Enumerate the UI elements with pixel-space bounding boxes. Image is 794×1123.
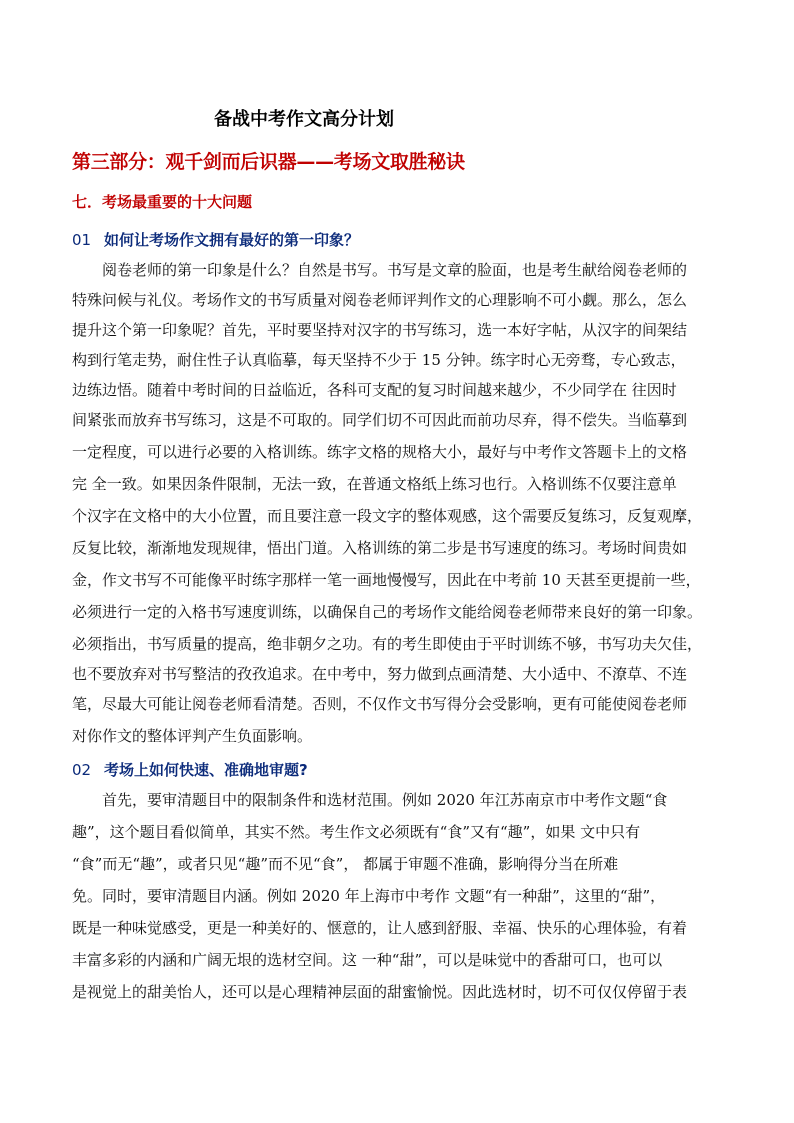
question-title: 考场上如何快速、准确地审题?	[104, 761, 308, 779]
paragraph-line: 首先，要审清题目中的限制条件和选材范围。例如 2020 年江苏南京市中考作文题“食	[102, 791, 668, 809]
paragraph-line: 趣”，这个题目看似简单，其实不然。考生作文必须既有“食”又有“趣”，如果 文中只有	[72, 823, 641, 841]
paragraph-line: 必须指出，书写质量的提高，绝非朝夕之功。有的考生即使由于平时训练不够，书写功夫欠佳，	[72, 635, 703, 653]
paragraph-line: 金，作文书写不可能像平时练字那样一笔一画地慢慢写，因此在中考前 10 天甚至更提前一些，	[72, 571, 701, 589]
paragraph-line: 反复比较，渐渐地发现规律，悟出门道。入格训练的第二步是书写速度的练习。考场时间贵如	[72, 539, 688, 557]
paragraph-line: 丰富多彩的内涵和广阔无垠的选材空间。这 一种“甜”，可以是味觉中的香甜可口，也可以	[72, 951, 663, 969]
part-heading: 第三部分：观千剑而后识器——考场文取胜秘诀	[72, 151, 465, 173]
document-title: 备战中考作文高分计划	[214, 109, 394, 130]
paragraph-line: 边练边悟。随着中考时间的日益临近，各科可支配的复习时间越来越少，不少同学在 往因时	[72, 381, 677, 399]
paragraph-line: 也不要放弃对书写整洁的孜孜追求。在中考中，努力做到点画清楚、大小适中、不潦草、不连	[72, 665, 688, 683]
question-heading-01	[72, 229, 359, 250]
paragraph-line: 既是一种味觉感受，更是一种美好的、惬意的，让人感到舒服、幸福、快乐的心理体验，有着	[72, 919, 688, 937]
paragraph-line: 间紧张而放弃书写练习，这是不可取的。同学们切不可因此而前功尽弃，得不偿失。当临摹到	[72, 411, 688, 429]
paragraph-line: 完 全一致。如果因条件限制，无法一致，在普通文格纸上练习也行。入格训练不仅要注意单	[72, 475, 677, 493]
paragraph-line: 阅卷老师的第一印象是什么？自然是书写。书写是文章的脸面，也是考生献给阅卷老师的	[102, 261, 688, 279]
paragraph-line: 提升这个第一印象呢？首先，平时要坚持对汉字的书写练习，选一本好字帖，从汉字的间架结	[72, 321, 688, 339]
paragraph-line: “食”而无“趣”，或者只见“趣”而不见“食”， 都属于审题不准确，影响得分当在所难	[72, 855, 619, 873]
paragraph-line: 一定程度，可以进行必要的入格训练。练字文格的规格大小，最好与中考作文答题卡上的文格	[72, 443, 688, 461]
question-number: 01	[72, 231, 92, 249]
paragraph-line: 必须进行一定的入格书写速度训练，以确保自己的考场作文能给阅卷老师带来良好的第一印象。	[72, 603, 703, 621]
question-number: 02	[72, 761, 92, 779]
paragraph-line: 对你作文的整体评判产生负面影响。	[72, 727, 313, 745]
question-title: 如何让考场作文拥有最好的第一印象？	[104, 231, 360, 249]
paragraph-line: 免。同时，要审清题目内涵。例如 2020 年上海市中考作 文题“有一种甜”，这里的“甜”，	[72, 887, 666, 905]
question-heading-02	[72, 759, 308, 780]
paragraph-line: 笔，尽最大可能让阅卷老师看清楚。否则，不仅作文书写得分会受影响，更有可能使阅卷老师	[72, 695, 688, 713]
paragraph-line: 个汉字在文格中的大小位置，而且要注意一段文字的整体观感，这个需要反复练习，反复观摩，	[72, 507, 703, 525]
paragraph-line: 特殊问候与礼仪。考场作文的书写质量对阅卷老师评判作文的心理影响不可小觑。那么，怎么	[72, 291, 688, 309]
section-heading: 七．考场最重要的十大问题	[72, 193, 253, 211]
paragraph-line: 构到行笔走势，耐住性子认真临摹，每天坚持不少于 15 分钟。练字时心无旁骛，专心致志，	[72, 351, 686, 369]
paragraph-line: 是视觉上的甜美怡人，还可以是心理精神层面的甜蜜愉悦。因此选材时，切不可仅仅停留于表	[72, 983, 688, 1001]
